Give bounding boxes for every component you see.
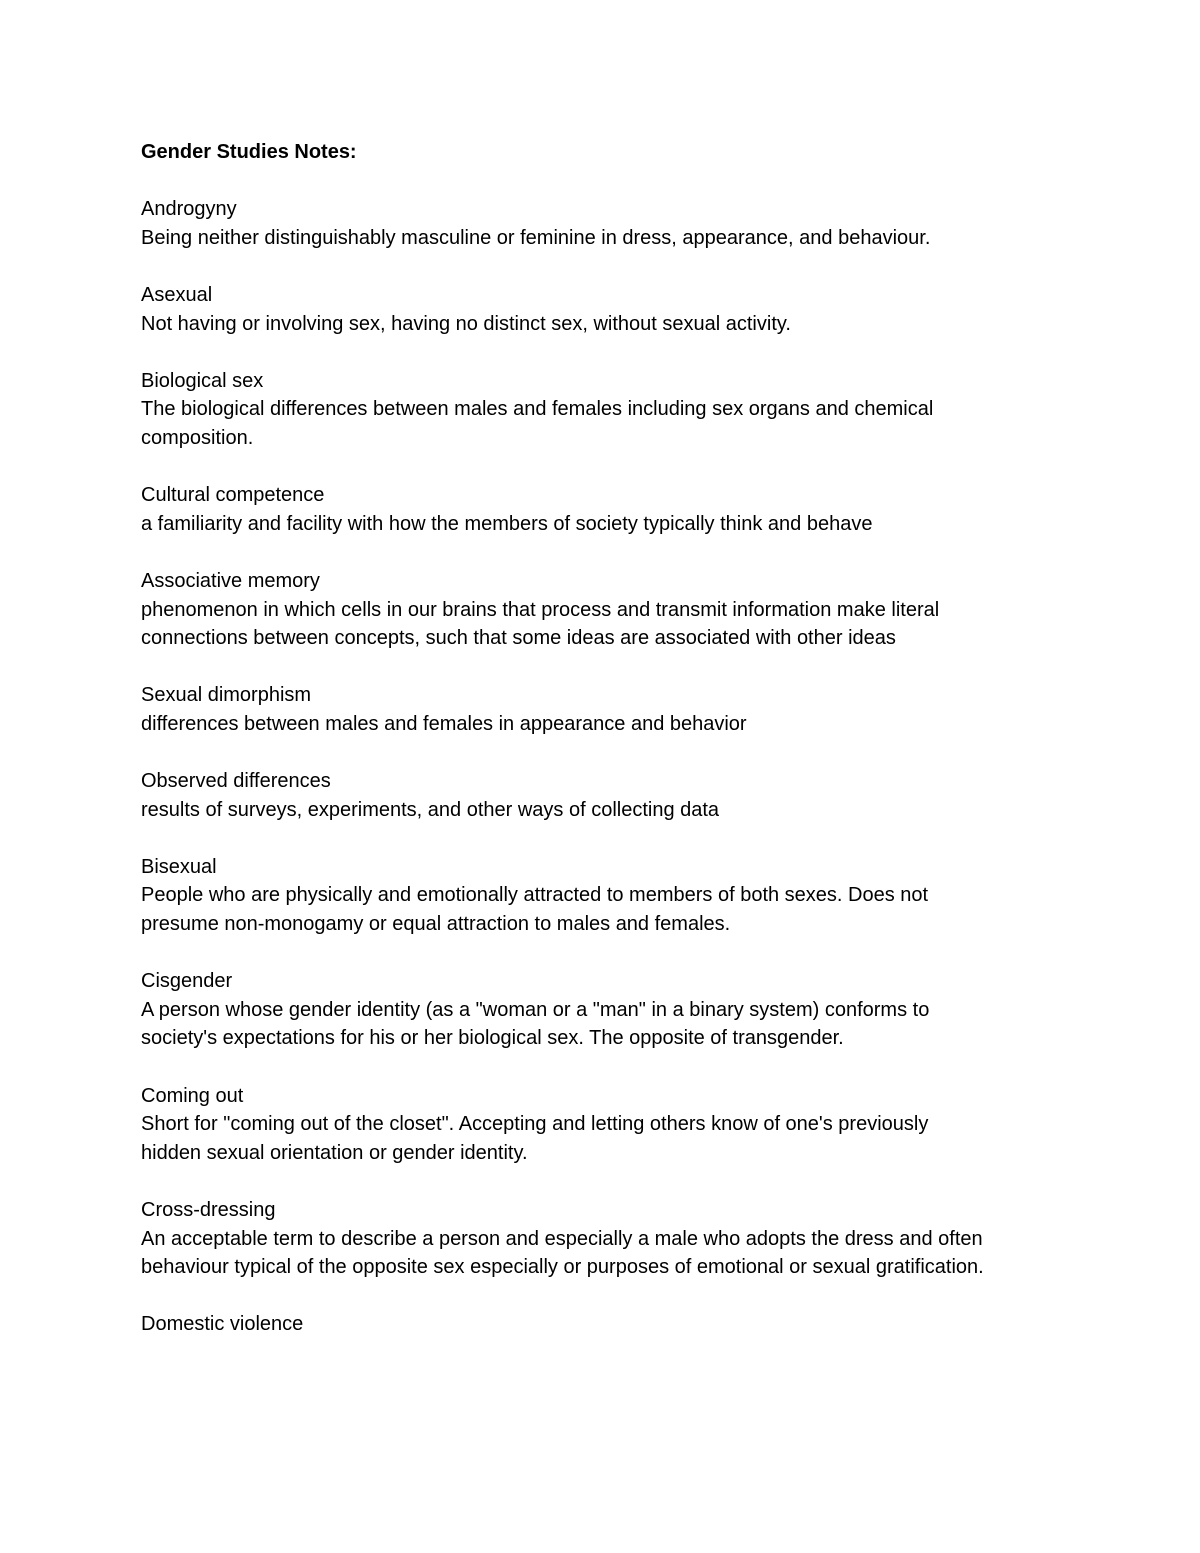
definition-line: composition. xyxy=(141,426,254,449)
glossary-term: Domestic violence xyxy=(141,1313,304,1336)
glossary-term: Cross-dressing xyxy=(141,1198,276,1221)
definition-line: results of surveys, experiments, and other ways of collecting data xyxy=(141,798,720,821)
glossary-entry xyxy=(141,367,1101,453)
glossary-entry xyxy=(141,767,1101,824)
glossary-term: Biological sex xyxy=(141,369,264,392)
definition-line: presume non-monogamy or equal attraction to males and females. xyxy=(141,913,731,936)
document-page xyxy=(141,138,1101,1368)
glossary-term: Bisexual xyxy=(141,855,217,878)
glossary-entry xyxy=(141,967,1101,1053)
glossary-term: Cisgender xyxy=(141,970,233,993)
glossary-entry xyxy=(141,567,1101,653)
definition-line: a familiarity and facility with how the members of society typically think and behave xyxy=(141,512,873,535)
definition-line: differences between males and females in appearance and behavior xyxy=(141,712,747,735)
glossary-entry xyxy=(141,195,1101,252)
glossary-entry xyxy=(141,681,1101,738)
definition-line: Short for "coming out of the closet". Accepting and letting others know of one's previously xyxy=(141,1113,929,1136)
glossary-entry xyxy=(141,281,1101,338)
glossary-entry xyxy=(141,1196,1101,1282)
glossary-term: Associative memory xyxy=(141,569,320,592)
definition-line: connections between concepts, such that some ideas are associated with other ideas xyxy=(141,627,896,650)
glossary-entry xyxy=(141,1310,1101,1339)
glossary-term: Asexual xyxy=(141,283,213,306)
definition-line: society's expectations for his or her biological sex. The opposite of transgender. xyxy=(141,1027,844,1050)
glossary-term: Androgyny xyxy=(141,198,237,221)
definition-line: An acceptable term to describe a person and especially a male who adopts the dress and often xyxy=(141,1227,983,1250)
definition-line: Not having or involving sex, having no distinct sex, without sexual activity. xyxy=(141,312,791,335)
definition-line: Being neither distinguishably masculine or feminine in dress, appearance, and behaviour. xyxy=(141,226,931,249)
definition-line: hidden sexual orientation or gender identity. xyxy=(141,1141,528,1164)
definition-line: A person whose gender identity (as a "woman or a "man" in a binary system) conforms to xyxy=(141,998,930,1021)
document-title: Gender Studies Notes: xyxy=(141,141,357,163)
glossary-term: Sexual dimorphism xyxy=(141,684,312,707)
definition-line: People who are physically and emotionally attracted to members of both sexes. Does not xyxy=(141,884,929,907)
glossary-entry xyxy=(141,853,1101,939)
definition-line: The biological differences between males and females including sex organs and chemical xyxy=(141,398,934,421)
glossary-term: Cultural competence xyxy=(141,484,325,507)
definition-line: phenomenon in which cells in our brains that process and transmit information make literal xyxy=(141,598,940,621)
glossary-term: Observed differences xyxy=(141,770,331,793)
definition-line: behaviour typical of the opposite sex especially or purposes of emotional or sexual gratification. xyxy=(141,1256,984,1279)
glossary-term: Coming out xyxy=(141,1084,244,1107)
glossary-entry xyxy=(141,1082,1101,1168)
glossary-entry xyxy=(141,481,1101,538)
